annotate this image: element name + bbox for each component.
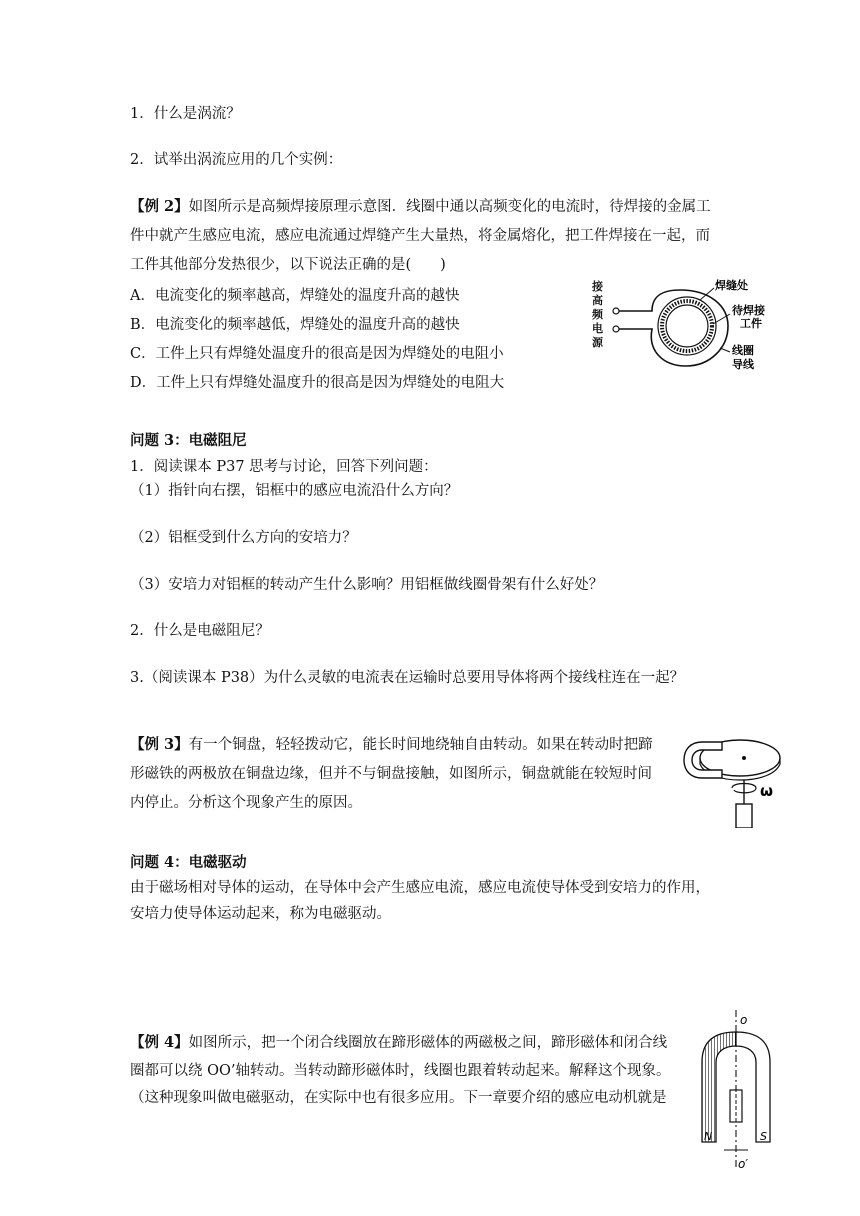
terminal-bottom [613, 326, 619, 332]
stand [736, 804, 752, 828]
example2-option-a: A．电流变化的频率越高，焊缝处的温度升高的越快 [130, 288, 460, 304]
example3-tag: 【例 3】 [130, 736, 189, 753]
power-source-label [591, 279, 604, 349]
workpiece-outer [658, 297, 716, 355]
axis-bottom-label: o′ [738, 1157, 749, 1171]
disk-axle-top [742, 756, 746, 760]
example2-option-d: D．工件上只有焊缝处温度升的很高是因为焊缝处的电阻大 [130, 375, 505, 391]
example2-option-c: C．工件上只有焊缝处温度升的很高是因为焊缝处的电阻小 [130, 346, 504, 362]
question-what-is-eddy-current: 1．什么是涡流？ [130, 106, 241, 122]
welding-diagram [590, 278, 790, 384]
coil-label-1: 线圈 [732, 344, 754, 357]
question-eddy-applications: 2．试举出涡流应用的几个实例： [130, 152, 343, 168]
example2-line-3: 工件其他部分发热很少，以下说法正确的是( ) [130, 257, 446, 273]
example2-line-1: 【例 2】如图所示是高频焊接原理示意图．线圈中通以高频变化的电流时，待焊接的金属工 [130, 198, 711, 215]
svg-text:电: 电 [592, 322, 603, 335]
problem3-q2: 2．什么是电磁阻尼？ [130, 623, 270, 639]
axis-top-label: o [740, 1013, 748, 1027]
problem3-title: 问题 3：电磁阻尼 [130, 432, 247, 449]
workpiece-label-2: 工件 [740, 317, 762, 330]
example2-option-b: B．电流变化的频率越低，焊缝处的温度升高的越快 [130, 317, 460, 333]
svg-text:源: 源 [592, 336, 603, 349]
coil-label-2: 导线 [732, 358, 754, 371]
coil-wire [619, 290, 728, 366]
example4-line-2: 圈都可以绕 OO’轴转动。当转动蹄形磁体时，线圈也跟着转动起来。解释这个现象。 [130, 1063, 671, 1079]
example3-line-1: 【例 3】有一个铜盘，轻轻拨动它，能长时间地绕轴自由转动。如果在转动时把蹄 [130, 736, 653, 753]
magnet-right-arm [736, 1032, 770, 1142]
example4-line-3: （这种现象叫做电磁驱动，在实际中也有很多应用。下一章要介绍的感应电动机就是 [130, 1090, 667, 1106]
svg-text:高: 高 [592, 294, 603, 307]
svg-text:频: 频 [592, 308, 603, 321]
problem3-q3: 3.（阅读课本 P38）为什么灵敏的电流表在运输时总要用导体将两个接线柱连在一起？ [130, 670, 685, 686]
workpiece-inner [666, 305, 708, 347]
south-pole-label: S [760, 1130, 767, 1143]
electromagnetic-drive-diagram [696, 1010, 778, 1180]
problem3-sub1: （1）指针向右摆，铝框中的感应电流沿什么方向？ [130, 483, 459, 499]
copper-disk-diagram [680, 722, 784, 828]
magnet-left-arm [702, 1032, 736, 1142]
svg-text:接: 接 [592, 280, 603, 293]
problem3-q1: 1．阅读课本 P37 思考与讨论，回答下列问题： [130, 459, 438, 475]
example2-line-2: 件中就产生感应电流，感应电流通过焊缝产生大量热，将金属熔化，把工件焊接在一起，而 [130, 228, 710, 244]
weld-label: 焊缝处 [715, 279, 748, 292]
example3-line-3: 内停止。分析这个现象产生的原因。 [130, 795, 362, 811]
example4-line-1: 【例 4】如图所示，把一个闭合线圈放在蹄形磁体的两磁极之间，蹄形磁体和闭合线 [130, 1034, 668, 1051]
omega-label: ω [760, 782, 774, 800]
problem4-line-2: 安培力使导体运动起来，称为电磁驱动。 [130, 906, 391, 922]
example2-tag: 【例 2】 [130, 198, 189, 215]
problem3-sub2: （2）铝框受到什么方向的安培力？ [130, 530, 357, 546]
terminal-top [613, 308, 619, 314]
example4-tag: 【例 4】 [130, 1034, 189, 1051]
workpiece-label-1: 待焊接 [732, 304, 765, 317]
north-pole-label: N [704, 1130, 713, 1143]
example3-line-2: 形磁铁的两极放在铜盘边缘，但并不与铜盘接触，如图所示，铜盘就能在较短时间 [130, 766, 652, 782]
problem4-title: 问题 4：电磁驱动 [130, 854, 247, 871]
problem3-sub3: （3）安培力对铝框的转动产生什么影响？用铝框做线圈骨架有什么好处？ [130, 577, 604, 593]
problem4-line-1: 由于磁场相对导体的运动，在导体中会产生感应电流，感应电流使导体受到安培力的作用， [130, 880, 710, 896]
workpiece-ring [662, 301, 712, 351]
coil-pointer [720, 348, 730, 352]
